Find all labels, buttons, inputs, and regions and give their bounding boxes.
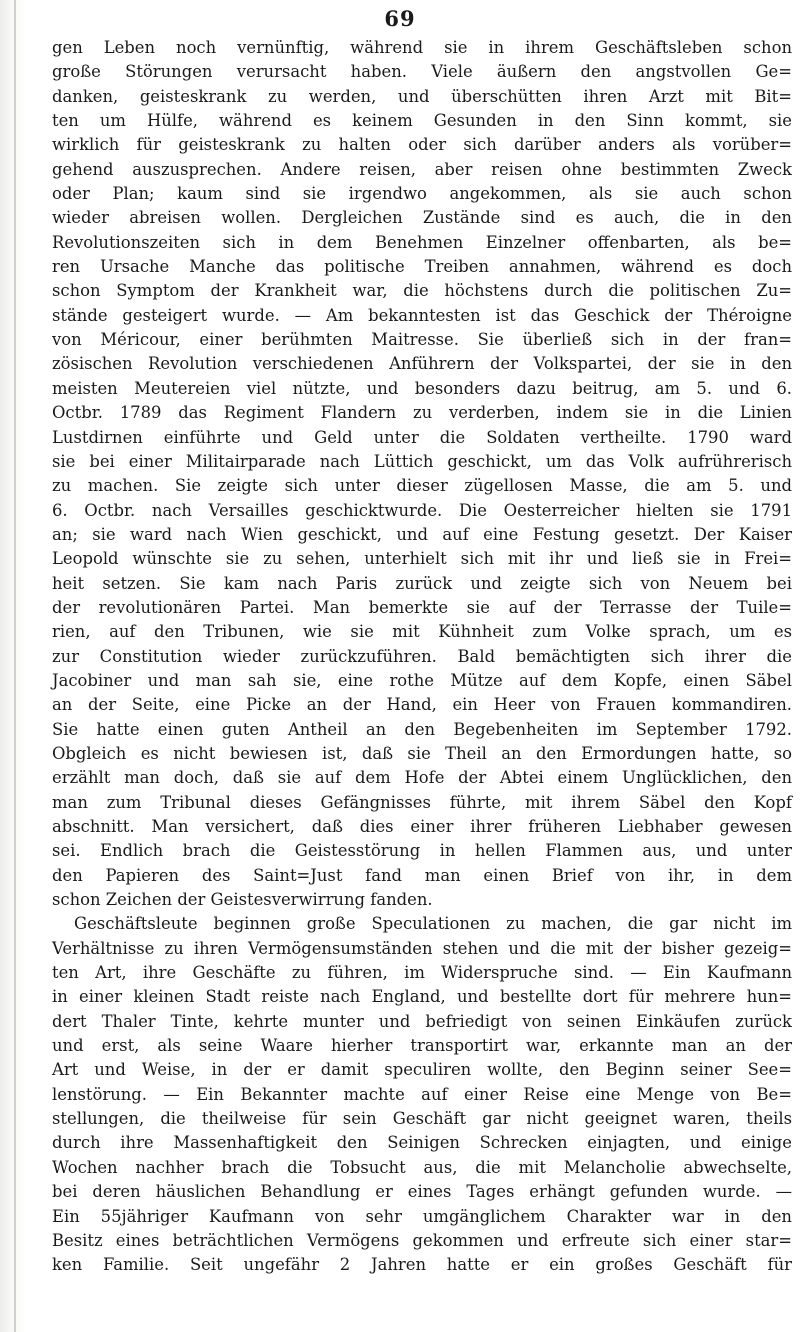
text-line: von Méricour, einer berühmten Maitresse. Sie überließ sich in der fran= <box>52 330 792 350</box>
text-line: gehend auszusprechen. Andere reisen, aber reisen ohne bestimmten Zweck <box>52 159 792 179</box>
text-line: zösischen Revolution verschiedenen Anführern der Volkspartei, der sie in den <box>52 354 792 374</box>
text-line: durch ihre Massenhaftigkeit den Seinigen Schrecken einjagten, und einige <box>52 1133 792 1153</box>
body-text <box>52 36 792 1278</box>
text-line: ren Ursache Manche das politische Treiben annahmen, während es doch <box>52 257 792 277</box>
text-line: Ein 55jähriger Kaufmann von sehr umgänglichem Charakter war in den <box>52 1206 792 1226</box>
text-line: oder Plan; kaum sind sie irgendwo angekommen, als sie auch schon <box>52 184 792 204</box>
text-line: Sie hatte einen guten Antheil an den Begebenheiten im September 1792. <box>52 719 792 739</box>
text-line: dert Thaler Tinte, kehrte munter und befriedigt von seinen Einkäufen zurück <box>52 1011 792 1031</box>
text-line: Besitz eines beträchtlichen Vermögens gekommen und erfreute sich einer star= <box>52 1230 792 1250</box>
text-line: Octbr. 1789 das Regiment Flandern zu verderben, indem sie in die Linien <box>52 403 792 423</box>
text-line: stände gesteigert wurde. — Am bekanntesten ist das Geschick der Théroigne <box>52 305 792 325</box>
text-line: man zum Tribunal dieses Gefängnisses führte, mit ihrem Säbel den Kopf <box>52 792 792 812</box>
text-line: Obgleich es nicht bewiesen ist, daß sie Theil an den Ermordungen hatte, so <box>52 743 792 763</box>
text-line: heit setzen. Sie kam nach Paris zurück und zeigte sich von Neuem bei <box>52 573 792 593</box>
text-line: danken, geisteskrank zu werden, und überschütten ihren Arzt mit Bit= <box>52 86 792 106</box>
text-line: Art und Weise, in der er damit speculiren wollte, den Beginn seiner Seе= <box>52 1060 792 1080</box>
text-line: schon Symptom der Krankheit war, die höchstens durch die politischen Zu= <box>52 281 792 301</box>
text-line: abschnitt. Man versichert, daß dies einer ihrer früheren Liebhaber gewesen <box>52 817 792 836</box>
text-line: schon Zeichen der Geistesverwirrung fanden. <box>52 890 433 910</box>
text-line: lenstörung. — Ein Bekannter machte auf einer Reise eine Menge von Be= <box>52 1084 792 1104</box>
page-gutter-shadow <box>14 0 16 1332</box>
text-line: rien, auf den Tribunen, wie sie mit Kühnheit zum Volke sprach, um es <box>52 622 792 642</box>
text-line: zu machen. Sie zeigte sich unter dieser zügellosen Masse, die am 5. und <box>52 476 792 496</box>
text-line: in einer kleinen Stadt reiste nach England, und bestellte dort für mehrere hun= <box>52 987 792 1007</box>
text-line: und erst, als seine Waare hierher transportirt war, erkannte man an der <box>52 1036 792 1056</box>
text-line: Jacobiner und man sah sie, eine rothe Mütze auf dem Kopfe, einen Säbel <box>52 670 792 690</box>
text-line: 6. Octbr. nach Versailles geschicktwurde. Die Oesterreicher hielten sie 1791 <box>52 500 792 520</box>
text-line: der revolutionären Partei. Man bemerkte sie auf der Terrasse der Tuile= <box>52 597 792 617</box>
text-line: wieder abreisen wollen. Dergleichen Zustände sind es auch, die in den <box>52 208 792 228</box>
text-line: sie bei einer Militairparade nach Lüttich geschickt, um das Volk aufrührerisch <box>52 451 792 471</box>
text-line: sei. Endlich brach die Geistesstörung in hellen Flammen aus, und unter <box>52 841 792 861</box>
text-line: an; sie ward nach Wien geschickt, und auf eine Festung gesetzt. Der Kaiser <box>52 524 792 544</box>
text-line: ten um Hülfe, während es keinem Gesunden in den Sinn kommt, sie <box>52 111 792 131</box>
text-line: wirklich für geisteskrank zu halten oder sich darüber anders als vorüber= <box>52 135 792 155</box>
text-line: bei deren häuslichen Behandlung er eines Tages erhängt gefunden wurde. — <box>52 1182 792 1202</box>
text-line: Verhältnisse zu ihren Vermögensumständen stehen und die mit der bisher gezeig= <box>52 938 792 958</box>
text-line: Wochen nachher brach die Tobsucht aus, die mit Melancholie abwechselte, <box>52 1157 792 1177</box>
text-line: große Störungen verursacht haben. Viele äußern den angstvollen Ge= <box>52 62 792 82</box>
page-number: 69 <box>384 6 416 31</box>
text-line: meisten Meutereien viel nützte, und besonders dazu beitrug, am 5. und 6. <box>52 378 792 398</box>
text-line: Revolutionszeiten sich in dem Benehmen Einzelner offenbarten, als be= <box>52 232 792 252</box>
text-line: erzählt man doch, daß sie auf dem Hofe der Abtei einem Unglücklichen, den <box>52 768 792 788</box>
text-line: Lustdirnen einführte und Geld unter die Soldaten vertheilte. 1790 ward <box>52 427 792 447</box>
text-line: zur Constitution wieder zurückzuführen. Bald bemächtigten sich ihrer die <box>52 646 792 666</box>
text-line: stellungen, die theilweise für sein Geschäft gar nicht geeignet waren, theils <box>52 1109 792 1129</box>
text-line: Leopold wünschte sie zu sehen, unterhielt sich mit ihr und ließ sie in Frei= <box>52 549 792 569</box>
text-line: ken Familie. Seit ungefähr 2 Jahren hatte er ein großes Geschäft für <box>52 1255 792 1275</box>
text-line: ten Art, ihre Geschäfte zu führen, im Widerspruche sind. — Ein Kaufmann <box>52 963 792 983</box>
text-line: den Papieren des Saint=Just fand man einen Brief von ihr, in dem <box>52 865 792 885</box>
text-line: Geschäftsleute beginnen große Speculationen zu machen, die gar nicht im <box>74 914 792 934</box>
text-line: an der Seite, eine Picke an der Hand, ein Heer von Frauen kommandiren. <box>52 695 792 715</box>
text-line: gen Leben noch vernünftig, während sie in ihrem Geschäftsleben schon <box>52 38 792 57</box>
